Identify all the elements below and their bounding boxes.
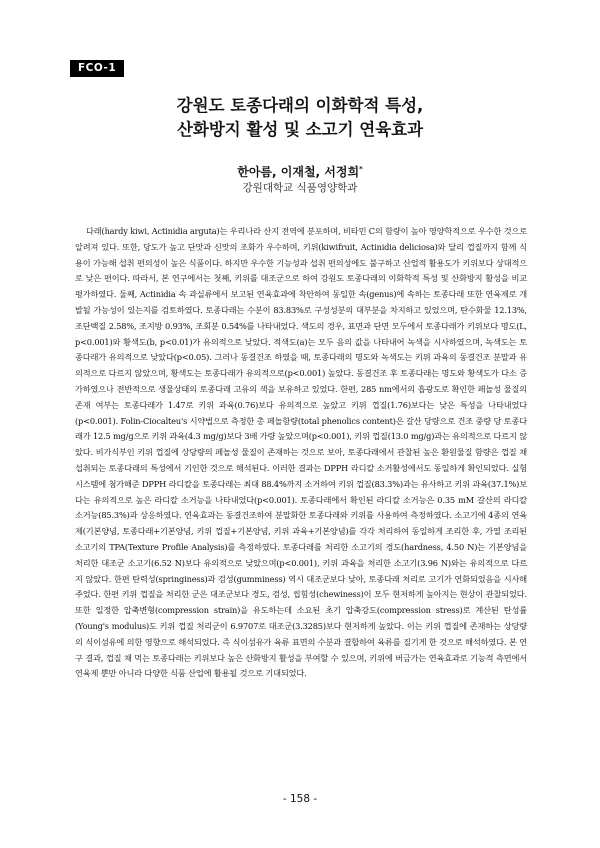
title-line-2: 산화방지 활성 및 소고기 연육효과 xyxy=(176,120,424,139)
author-list xyxy=(0,161,600,180)
session-code-badge: FCO-1 xyxy=(70,60,124,77)
abstract-body: 다래(hardy kiwi, Actinidia arguta)는 우리나라 산지 전역에 분포하며, 비타민 C의 함량이 높아 영양학적으로 우수한 것으로 알려져 있다. 또한, 당도가 높고 단맛과 신맛의 조화가 우수하며, 키위(kiwifruit, Actinidia deliciosa)와 달리 껍질까지 함께 식용이 가능해 섭취 편의성이 높은 식품이다. 하지만 우수한 기능성과 섭취 편의성에도 불구하고 산업적 활용도가 키위보다 상대적으로 낮은 편이다. 따라서, 본 연구에서는 첫째, 키위를 대조군으로 하여 강원도 토종다래의 이화학적 특성 및 산화방지 활성을 비교 평가하였다. 둘째, Actinidia 속 과실류에서 보고된 연육효과에 착안하여 동일한 속(genus)에 속하는 토종다래 또한 연육제로 개발될 가능성이 있는지를 검토하였다. 토종다래는 수분이 83.83%로 구성성분의 대부분을 차지하고 있었으며, 탄수화물 12.13%, 조단백질 2.58%, 조지방 0.93%, 조회분 0.54%를 나타내었다. 색도의 경우, 표면과 단면 모두에서 토종다래가 키위보다 명도(L, p<0.001)와 황색도(b, p<0.01)가 유의적으로 낮았다. 적색도(a)는 모두 음의 값을 나타내어 녹색을 시사하였으며, 녹색도는 토종다래가 유의적으로 낮았다(p<0.05). 그러나 동결건조 하였을 때, 토종다래의 명도와 녹색도는 키위 과육의 동결건조 분말과 유의적으로 다르지 않았으며, 황색도는 토종다래가 유의적으로(p<0.001) 높았다. 동결건조 후 토종다래는 명도와 황색도가 다소 증가하였으나 전반적으로 생물상태의 토종다래 고유의 색을 보유하고 있었다. 한편, 285 nm에서의 흡광도로 확인한 페놀성 물질의 존재 여부는 토종다래가 1.47로 키위 과육(0.76)보다 유의적으로 높았고 키위 껍질(1.76)보다는 낮은 특성을 나타내었다(p<0.001). Folin-Ciocalteu's 시약법으로 측정한 총 페놀함량(total phenolics content)은 갈산 당량으로 건조 중량 당 토종다래가 12.5 mg/g으로 키위 과육(4.3 mg/g)보다 3배 가량 높았으며(p<0.001), 키위 껍질(13.0 mg/g)과는 유의적으로 다르지 않았다. 비가식부인 키위 껍질에 상당량의 페놀성 물질이 존재하는 것으로 보아, 토종다래에서 관찰된 높은 환원물질 함량은 껍질 채 섭취되는 토종다래의 특성에서 기인한 것으로 해석된다. 이러한 결과는 DPPH 라디칼 소거활성에서도 동일하게 확인되었다. 실험 시스템에 첨가해준 DPPH 라디칼을 토종다래는 최대 88.4%까지 소거하여 키위 껍질(83.3%)과는 유사하고 키위 과육(37.1%)보다는 유의적으로 높은 라디칼 소거능을 나타내었다(p<0.001). 토종다래에서 확인된 라디칼 소거능은 0.35 mM 갈산의 라디칼 소거능(85.3%)과 상응하였다. 연육효과는 동결건조하여 분말화한 토종다래와 키위를 사용하여 측정하였다. 소고기에 4종의 연육제(기본양념, 토종다래+기본양념, 키위 껍질+기본양념, 키위 과육+기본양념)를 각각 처리하여 동일하게 조리한 후, 가열 조리된 소고기의 TPA(Texture Profile Analysis)를 측정하였다. 토종다래를 처리한 소고기의 경도(hardness, 4.50 N)는 기본양념을 처리한 대조군 소고기(6.52 N)보다 유의적으로 낮았으며(p<0.001), 키위 과육을 처리한 소고기(3.96 N)와는 유의적으로 다르지 않았다. 한편 탄력성(springiness)과 검성(gumminess) 역시 대조군보다 낮아, 토종다래 처리로 고기가 연화되었음을 시사해주었다. 한편 키위 껍질을 처리한 군은 대조군보다 경도, 검성, 씹힘성(chewiness)이 모두 현저하게 높아지는 현상이 관찰되었다. 또한 일정한 압축변형(compression strain)을 유도하는데 소요된 초기 압축강도(compression stress)로 계산된 탄성률(Young's modulus)도 키위 껍질 처리군이 6.9707로 대조군(3.3285)보다 현저하게 높았다. 이는 키위 껍질에 존재하는 상당량의 식이섬유에 의한 영향으로 해석되었다. 즉 식이섬유가 육류 표면의 수분과 결합하여 육류를 질기게 한 것으로 해석하였다. 본 연구 결과, 껍질 채 먹는 토종다래는 키위보다 높은 산화방지 활성을 부여할 수 있으며, 키위에 버금가는 연육효과로 기능적 측면에서 연육제 뿐만 아니라 다양한 식품 산업에 활용될 것으로 기대되었다. xyxy=(75,226,527,679)
author-names: 한아름, 이재철, 서정희 xyxy=(237,165,360,179)
affiliation: 강원대학교 식품영양학과 xyxy=(242,182,358,194)
page-number: - 158 - xyxy=(282,793,318,805)
corresponding-author-mark: * xyxy=(359,165,363,173)
title-line-1: 강원도 토종다래의 이화학적 특성, xyxy=(176,96,424,115)
